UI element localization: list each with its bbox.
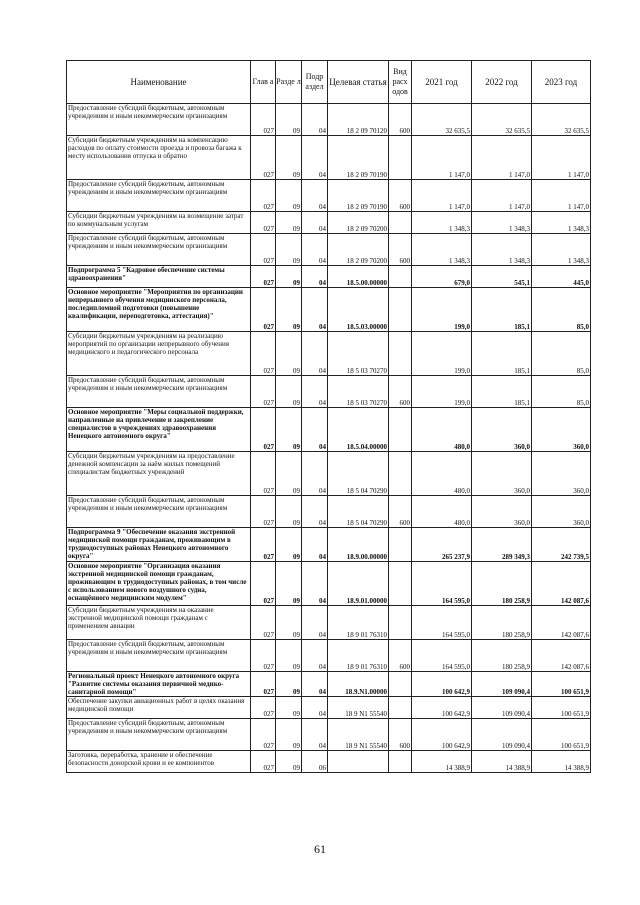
cell-name: Предоставление субсидий бюджетным, автономным учреждениям и иным некоммерческим организациям	[67, 376, 251, 408]
cell-glava: 027	[251, 136, 276, 180]
cell-y2021: 100 642,9	[412, 697, 472, 719]
cell-y2023: 242 739,5	[532, 528, 591, 562]
cell-glava: 027	[251, 528, 276, 562]
cell-y2023: 445,0	[532, 266, 591, 288]
header-target: Целевая статья	[328, 61, 389, 104]
cell-target	[328, 751, 389, 773]
header-name: Наименование	[67, 61, 251, 104]
table-row	[67, 212, 591, 234]
cell-name: Предоставление субсидий бюджетным, автономным учреждениям и иным некоммерческим организациям	[67, 104, 251, 136]
cell-glava: 027	[251, 697, 276, 719]
table-row	[67, 606, 591, 640]
cell-target: 18.9.00.00000	[328, 528, 389, 562]
cell-y2023: 14 388,9	[532, 751, 591, 773]
cell-podrazdel: 04	[302, 104, 328, 136]
cell-name: Основное мероприятие "Организация оказания экстренной медицинской помощи гражданам, проживающим в труднодоступных районах, в том числе с использованием нового воздушного судна, оснащённого медицинским модулем"	[67, 562, 251, 606]
cell-y2022: 1 147,0	[472, 136, 532, 180]
cell-glava: 027	[251, 288, 276, 332]
cell-y2023: 142 087,6	[532, 640, 591, 672]
header-glava: Глав а	[251, 61, 276, 104]
cell-razdel: 09	[276, 212, 302, 234]
cell-y2023: 142 087,6	[532, 562, 591, 606]
cell-y2021: 679,0	[412, 266, 472, 288]
table-row	[67, 234, 591, 266]
cell-glava: 027	[251, 606, 276, 640]
table-row	[67, 104, 591, 136]
cell-vid	[389, 528, 412, 562]
cell-name: Предоставление субсидий бюджетным, автономным учреждениям и иным некоммерческим организациям	[67, 234, 251, 266]
cell-podrazdel: 04	[302, 180, 328, 212]
cell-y2021: 14 388,9	[412, 751, 472, 773]
cell-target: 18 5 04 70290	[328, 452, 389, 496]
table-row	[67, 751, 591, 773]
cell-vid	[389, 136, 412, 180]
cell-y2023: 85,0	[532, 332, 591, 376]
cell-razdel: 09	[276, 136, 302, 180]
header-podrazdel: Подр аздел	[302, 61, 328, 104]
cell-razdel: 09	[276, 751, 302, 773]
cell-podrazdel: 04	[302, 408, 328, 452]
header-2021: 2021 год	[412, 61, 472, 104]
cell-vid	[389, 452, 412, 496]
cell-y2021: 480,0	[412, 496, 472, 528]
cell-podrazdel: 06	[302, 751, 328, 773]
cell-vid: 600	[389, 104, 412, 136]
cell-y2021: 1 348,3	[412, 234, 472, 266]
cell-razdel: 09	[276, 672, 302, 697]
cell-y2021: 480,0	[412, 408, 472, 452]
cell-y2022: 180 258,9	[472, 606, 532, 640]
cell-name: Подпрограмма 9 "Обеспечение оказания экстренной медицинской помощи гражданам, проживающим в труднодоступных районах Ненецкого автономного округа"	[67, 528, 251, 562]
cell-y2022: 14 388,9	[472, 751, 532, 773]
cell-name: Заготовка, переработка, хранение и обеспечение безопасности донорской крови и ее компонентов	[67, 751, 251, 773]
cell-target: 18 2 09 70200	[328, 212, 389, 234]
cell-vid: 600	[389, 180, 412, 212]
cell-razdel: 09	[276, 234, 302, 266]
cell-vid	[389, 562, 412, 606]
cell-glava: 027	[251, 332, 276, 376]
table-row	[67, 332, 591, 376]
cell-target: 18.5.00.00000	[328, 266, 389, 288]
cell-y2021: 164 595,0	[412, 640, 472, 672]
cell-glava: 027	[251, 751, 276, 773]
cell-name: Предоставление субсидий бюджетным, автономным учреждениям и иным некоммерческим организациям	[67, 640, 251, 672]
header-2023: 2023 год	[532, 61, 591, 104]
table-body	[67, 104, 591, 773]
cell-target: 18 9 01 76310	[328, 640, 389, 672]
cell-target: 18 2 09 70120	[328, 104, 389, 136]
table-row	[67, 136, 591, 180]
cell-razdel: 09	[276, 606, 302, 640]
cell-vid	[389, 751, 412, 773]
table-row	[67, 288, 591, 332]
cell-vid: 600	[389, 496, 412, 528]
cell-podrazdel: 04	[302, 640, 328, 672]
cell-razdel: 09	[276, 697, 302, 719]
cell-target: 18 2 09 70200	[328, 234, 389, 266]
cell-name: Подпрограмма 5 "Кадровое обеспечение системы здравоохранения"	[67, 266, 251, 288]
cell-y2022: 545,1	[472, 266, 532, 288]
table-row	[67, 672, 591, 697]
cell-vid	[389, 332, 412, 376]
cell-name: Предоставление субсидий бюджетным, автономным учреждениям и иным некоммерческим организациям	[67, 496, 251, 528]
cell-name: Основное мероприятие "Меры социальной поддержки, направленные на привлечение и закрепление специалистов в учреждениях здравоохранения Ненецкого автономного округа"	[67, 408, 251, 452]
cell-vid	[389, 212, 412, 234]
cell-glava: 027	[251, 719, 276, 751]
cell-vid: 600	[389, 719, 412, 751]
cell-y2021: 199,0	[412, 332, 472, 376]
cell-target: 18 2 09 70190	[328, 136, 389, 180]
cell-vid	[389, 606, 412, 640]
cell-y2021: 32 635,5	[412, 104, 472, 136]
cell-vid	[389, 408, 412, 452]
cell-y2021: 480,0	[412, 452, 472, 496]
cell-glava: 027	[251, 212, 276, 234]
cell-razdel: 09	[276, 640, 302, 672]
cell-razdel: 09	[276, 288, 302, 332]
cell-razdel: 09	[276, 104, 302, 136]
cell-podrazdel: 04	[302, 528, 328, 562]
cell-razdel: 09	[276, 376, 302, 408]
cell-y2023: 360,0	[532, 408, 591, 452]
cell-glava: 027	[251, 266, 276, 288]
table-row	[67, 562, 591, 606]
cell-y2023: 100 651,9	[532, 719, 591, 751]
cell-y2023: 32 635,5	[532, 104, 591, 136]
cell-y2021: 1 348,3	[412, 212, 472, 234]
cell-vid: 600	[389, 234, 412, 266]
cell-y2022: 109 090,4	[472, 697, 532, 719]
cell-name: Субсидии бюджетным учреждениям на компенсацию расходов по оплату стоимости проезда и провоза багажа к месту использования отпуска и обратно	[67, 136, 251, 180]
cell-y2022: 360,0	[472, 408, 532, 452]
cell-podrazdel: 04	[302, 672, 328, 697]
cell-name: Обеспечение закупки авиационных работ в целях оказания медицинской помощи	[67, 697, 251, 719]
cell-razdel: 09	[276, 528, 302, 562]
table-row	[67, 697, 591, 719]
cell-target: 18.5.03.00000	[328, 288, 389, 332]
cell-y2022: 180 258,9	[472, 640, 532, 672]
cell-y2023: 142 087,6	[532, 606, 591, 640]
cell-y2022: 185,1	[472, 332, 532, 376]
cell-y2022: 360,0	[472, 452, 532, 496]
cell-glava: 027	[251, 234, 276, 266]
cell-vid: 600	[389, 376, 412, 408]
header-vid: Вид расх одов	[389, 61, 412, 104]
cell-y2021: 164 595,0	[412, 562, 472, 606]
cell-y2022: 360,0	[472, 496, 532, 528]
cell-y2022: 180 258,9	[472, 562, 532, 606]
table-row	[67, 528, 591, 562]
cell-name: Субсидии бюджетным учреждениям на предоставление денежной компенсации за наём жилых помещений специалистам бюджетных учреждений	[67, 452, 251, 496]
cell-glava: 027	[251, 408, 276, 452]
table-header-row	[67, 61, 591, 104]
cell-y2021: 164 595,0	[412, 606, 472, 640]
cell-glava: 027	[251, 180, 276, 212]
cell-glava: 027	[251, 640, 276, 672]
cell-name: Предоставление субсидий бюджетным, автономным учреждениям и иным некоммерческим организациям	[67, 180, 251, 212]
cell-razdel: 09	[276, 332, 302, 376]
cell-y2021: 100 642,9	[412, 719, 472, 751]
cell-glava: 027	[251, 496, 276, 528]
cell-target: 18.9.01.00000	[328, 562, 389, 606]
cell-razdel: 09	[276, 562, 302, 606]
cell-razdel: 09	[276, 266, 302, 288]
cell-razdel: 09	[276, 719, 302, 751]
cell-target: 18.9.N1.00000	[328, 672, 389, 697]
table-row	[67, 266, 591, 288]
cell-target: 18 9 N1 55540	[328, 719, 389, 751]
cell-glava: 027	[251, 104, 276, 136]
cell-name: Основное мероприятие "Мероприятия по организации непрерывного обучения медицинского персонала, последипломной подготовки (повышение квалификации, переподготовка, аттестация)"	[67, 288, 251, 332]
cell-podrazdel: 04	[302, 697, 328, 719]
cell-podrazdel: 04	[302, 719, 328, 751]
cell-y2021: 199,0	[412, 376, 472, 408]
cell-podrazdel: 04	[302, 496, 328, 528]
cell-podrazdel: 04	[302, 332, 328, 376]
cell-y2023: 85,0	[532, 288, 591, 332]
cell-vid	[389, 266, 412, 288]
cell-target: 18 5 04 70290	[328, 496, 389, 528]
cell-razdel: 09	[276, 408, 302, 452]
cell-vid	[389, 672, 412, 697]
cell-podrazdel: 04	[302, 606, 328, 640]
cell-y2022: 1 348,3	[472, 234, 532, 266]
cell-podrazdel: 04	[302, 266, 328, 288]
cell-podrazdel: 04	[302, 562, 328, 606]
cell-vid	[389, 288, 412, 332]
cell-y2023: 100 651,9	[532, 697, 591, 719]
cell-y2022: 109 090,4	[472, 719, 532, 751]
cell-y2023: 360,0	[532, 496, 591, 528]
cell-y2022: 1 348,3	[472, 212, 532, 234]
header-razdel: Разде л	[276, 61, 302, 104]
cell-y2022: 289 349,3	[472, 528, 532, 562]
cell-podrazdel: 04	[302, 452, 328, 496]
cell-y2021: 1 147,0	[412, 180, 472, 212]
cell-target: 18 9 N1 55540	[328, 697, 389, 719]
page-number: 61	[314, 842, 326, 856]
budget-table	[66, 60, 591, 773]
table-row	[67, 640, 591, 672]
table-row	[67, 180, 591, 212]
cell-podrazdel: 04	[302, 212, 328, 234]
cell-y2023: 85,0	[532, 376, 591, 408]
cell-y2021: 199,0	[412, 288, 472, 332]
cell-target: 18.5.04.00000	[328, 408, 389, 452]
table-row	[67, 496, 591, 528]
cell-target: 18 9 01 76310	[328, 606, 389, 640]
cell-vid	[389, 697, 412, 719]
cell-razdel: 09	[276, 452, 302, 496]
cell-name: Субсидии бюджетным учреждениям на возмещение затрат по коммунальным услугам	[67, 212, 251, 234]
cell-y2022: 185,1	[472, 376, 532, 408]
cell-name: Региональный проект Ненецкого автономного округа "Развитие системы оказания первичной медико-санитарной помощи"	[67, 672, 251, 697]
table-row	[67, 408, 591, 452]
table-row	[67, 376, 591, 408]
cell-name: Предоставление субсидий бюджетным, автономным учреждениям и иным некоммерческим организациям	[67, 719, 251, 751]
cell-name: Субсидии бюджетным учреждениям на оказание экстренной медицинской помощи гражданам с применением авиации	[67, 606, 251, 640]
cell-name: Субсидии бюджетным учреждениям на реализацию мероприятий по организации непрерывного обучения медицинского и педагогического персонала	[67, 332, 251, 376]
cell-y2023: 1 348,3	[532, 212, 591, 234]
cell-y2021: 1 147,0	[412, 136, 472, 180]
table-row	[67, 719, 591, 751]
cell-razdel: 09	[276, 496, 302, 528]
cell-glava: 027	[251, 562, 276, 606]
cell-podrazdel: 04	[302, 288, 328, 332]
cell-y2022: 1 147,0	[472, 180, 532, 212]
cell-podrazdel: 04	[302, 136, 328, 180]
cell-y2023: 100 651,9	[532, 672, 591, 697]
cell-target: 18 5 03 70270	[328, 332, 389, 376]
cell-y2022: 32 635,5	[472, 104, 532, 136]
header-2022: 2022 год	[472, 61, 532, 104]
cell-y2023: 1 348,3	[532, 234, 591, 266]
cell-y2023: 1 147,0	[532, 180, 591, 212]
cell-target: 18 2 09 70190	[328, 180, 389, 212]
cell-vid: 600	[389, 640, 412, 672]
table-row	[67, 452, 591, 496]
cell-y2021: 100 642,9	[412, 672, 472, 697]
cell-y2022: 109 090,4	[472, 672, 532, 697]
cell-podrazdel: 04	[302, 234, 328, 266]
cell-y2022: 185,1	[472, 288, 532, 332]
cell-razdel: 09	[276, 180, 302, 212]
cell-glava: 027	[251, 672, 276, 697]
cell-y2023: 360,0	[532, 452, 591, 496]
cell-y2023: 1 147,0	[532, 136, 591, 180]
cell-target: 18 5 03 70270	[328, 376, 389, 408]
cell-glava: 027	[251, 376, 276, 408]
cell-glava: 027	[251, 452, 276, 496]
cell-podrazdel: 04	[302, 376, 328, 408]
cell-y2021: 265 237,9	[412, 528, 472, 562]
